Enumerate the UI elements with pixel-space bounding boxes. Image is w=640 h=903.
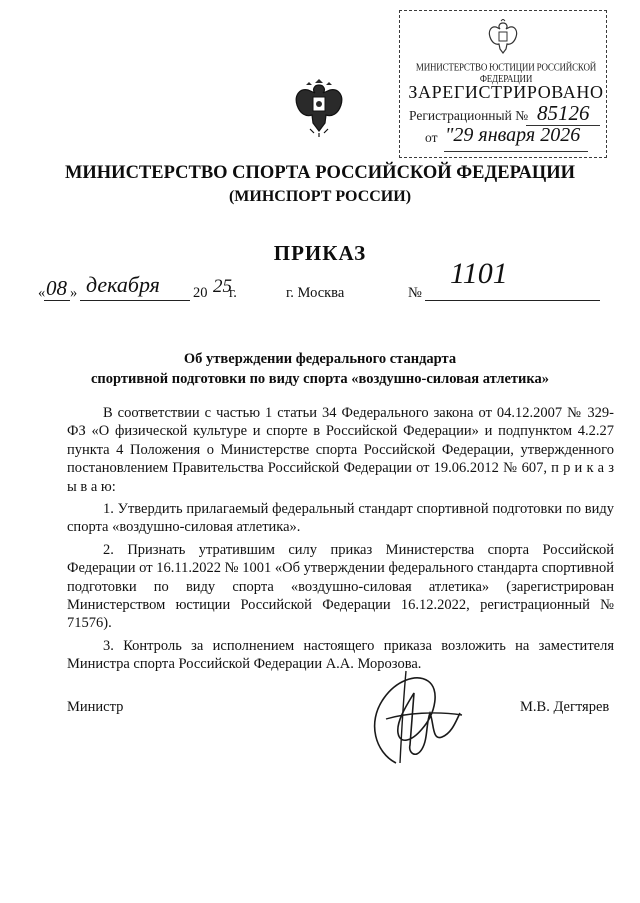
clause-1-paragraph: 1. Утвердить прилагаемый федеральный стандарт спортивной подготовки по виду спорта «воздушно-силовая атлетика».	[67, 501, 614, 536]
number-underline	[425, 300, 600, 301]
order-year-prefix: 20	[193, 285, 208, 301]
stamp-regnum-label: Регистрационный №	[409, 108, 529, 123]
order-body	[67, 404, 614, 678]
stamp-date-value: "29 января 2026	[445, 124, 581, 146]
order-number-sign: №	[408, 285, 422, 301]
order-year-handwritten: 25	[213, 276, 232, 297]
order-month: декабря	[86, 272, 160, 297]
order-number: 1101	[450, 257, 508, 290]
preamble-paragraph: В соответствии с частью 1 статьи 34 Федерального закона от 04.12.2007 № 329-ФЗ «О физической культуре и спорте в Российской Федерации» и подпунктом 4.2.27 пункта 4 Положения о Министерстве спорта Российской Федерации, утвержденного постановлением Правительства Российской Федерации от 19.06.2012 № 607, п р и к а з ы в а ю:	[67, 405, 614, 495]
stamp-date-label: от	[425, 130, 438, 145]
order-title: ПРИКАЗ	[273, 241, 367, 265]
order-year-suffix: г.	[229, 285, 237, 301]
minister-name: М.В. Дегтярев	[520, 699, 610, 715]
month-underline	[80, 300, 190, 301]
coat-of-arms-icon	[290, 77, 348, 139]
stamp-regnum-value: 85126	[537, 101, 590, 125]
subject-line-2: спортивной подготовки по виду спорта «воздушно-силовая атлетика»	[90, 371, 550, 387]
order-place: г. Москва	[286, 285, 345, 301]
order-subject	[60, 349, 580, 389]
stamp-ministry-name: МИНИСТЕРСТВО ЮСТИЦИИ РОССИЙСКОЙ ФЕДЕРАЦИИ	[415, 61, 597, 85]
stamp-date-underline	[444, 151, 588, 152]
order-day: 08	[46, 276, 67, 300]
date-quote-close: »	[70, 285, 78, 301]
signature-image	[356, 663, 466, 775]
ministry-short-name: (МИНСПОРТ РОССИИ)	[228, 188, 412, 205]
clause-3-paragraph: 3. Контроль за исполнением настоящего приказа возложить на заместителя Министра спорта Российской Федерации А.А. Морозова.	[67, 637, 614, 673]
stamp-coat-of-arms-icon	[486, 19, 520, 57]
minister-label: Министр	[67, 699, 124, 715]
stamp-registered-label: ЗАРЕГИСТРИРОВАНО	[408, 82, 604, 102]
clause-2-paragraph: 2. Признать утратившим силу приказ Министерства спорта Российской Федерации от 16.11.2022 № 1001 «Об утверждении федерального стандарта спортивной подготовки по виду спорта «воздушно-силовая атлетика» (зарегистрирован Министерством юстиции Российской Федерации 16.12.2022, регистрационный № 71576).	[67, 541, 614, 632]
day-underline	[44, 300, 70, 301]
ministry-title: МИНИСТЕРСТВО СПОРТА РОССИЙСКОЙ ФЕДЕРАЦИИ	[64, 163, 576, 183]
subject-line-1: Об утверждении федерального стандарта	[183, 351, 457, 367]
date-quote-open: «	[38, 285, 46, 301]
